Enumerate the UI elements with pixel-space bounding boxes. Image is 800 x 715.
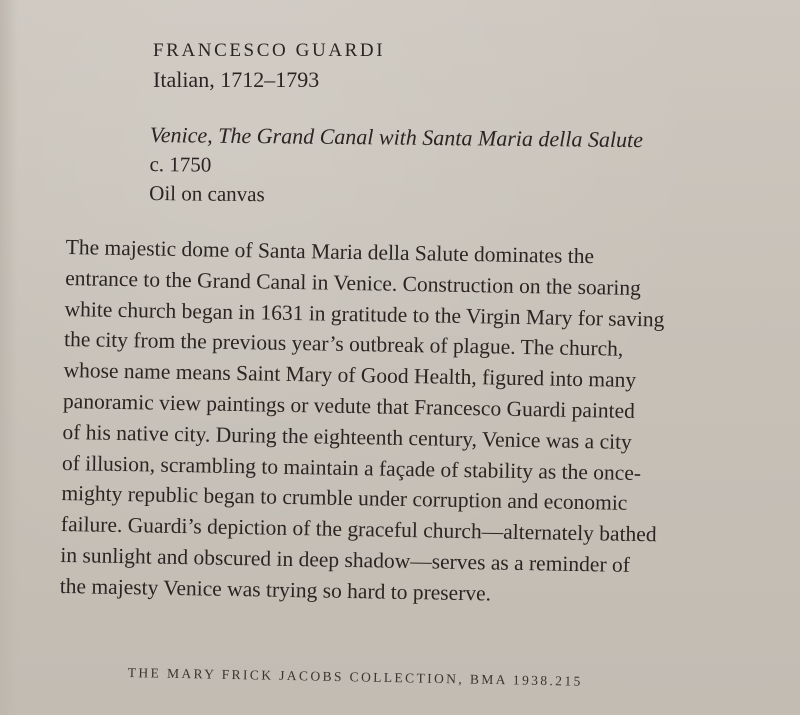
description-paragraph xyxy=(60,232,766,614)
description-line: white church began in 1631 in gratitude to the Virgin Mary for saving xyxy=(64,296,665,332)
description-line: The majestic dome of Santa Maria della Salute dominates the xyxy=(65,234,595,269)
description-line: failure. Guardi’s depiction of the graceful church—alternately bathed xyxy=(60,512,657,547)
artwork-medium: Oil on canvas xyxy=(149,180,265,207)
artist-nationality-dates: Italian, 1712–1793 xyxy=(153,67,320,92)
description-line: mighty republic began to crumble under corruption and economic xyxy=(61,481,628,516)
description-line: whose name means Saint Mary of Good Health, figured into many xyxy=(63,358,637,393)
card-edge xyxy=(0,0,18,715)
artwork-info xyxy=(149,120,770,214)
description-line: of illusion, scrambling to maintain a façade of stability as the once- xyxy=(61,450,642,485)
description-line: of his native city. During the eighteenth century, Venice was a city xyxy=(62,419,633,454)
artwork-date: c. 1750 xyxy=(149,151,212,177)
artist-header xyxy=(153,38,753,94)
description-line: entrance to the Grand Canal in Venice. Construction on the soaring xyxy=(64,265,642,300)
artwork-title: Venice, The Grand Canal with Santa Maria della Salute xyxy=(149,121,644,153)
credit-line: THE MARY FRICK JACOBS COLLECTION, BMA 1938.215 xyxy=(127,665,583,689)
description-line: the majesty Venice was trying so hard to preserve. xyxy=(59,573,492,606)
artist-name: FRANCESCO GUARDI xyxy=(153,40,386,61)
description-line: panoramic view paintings or vedute that Francesco Guardi painted xyxy=(62,388,636,423)
description-line: the city from the previous year’s outbreak of plague. The church, xyxy=(63,327,624,362)
description-line: in sunlight and obscured in deep shadow—serves as a reminder of xyxy=(60,542,631,577)
